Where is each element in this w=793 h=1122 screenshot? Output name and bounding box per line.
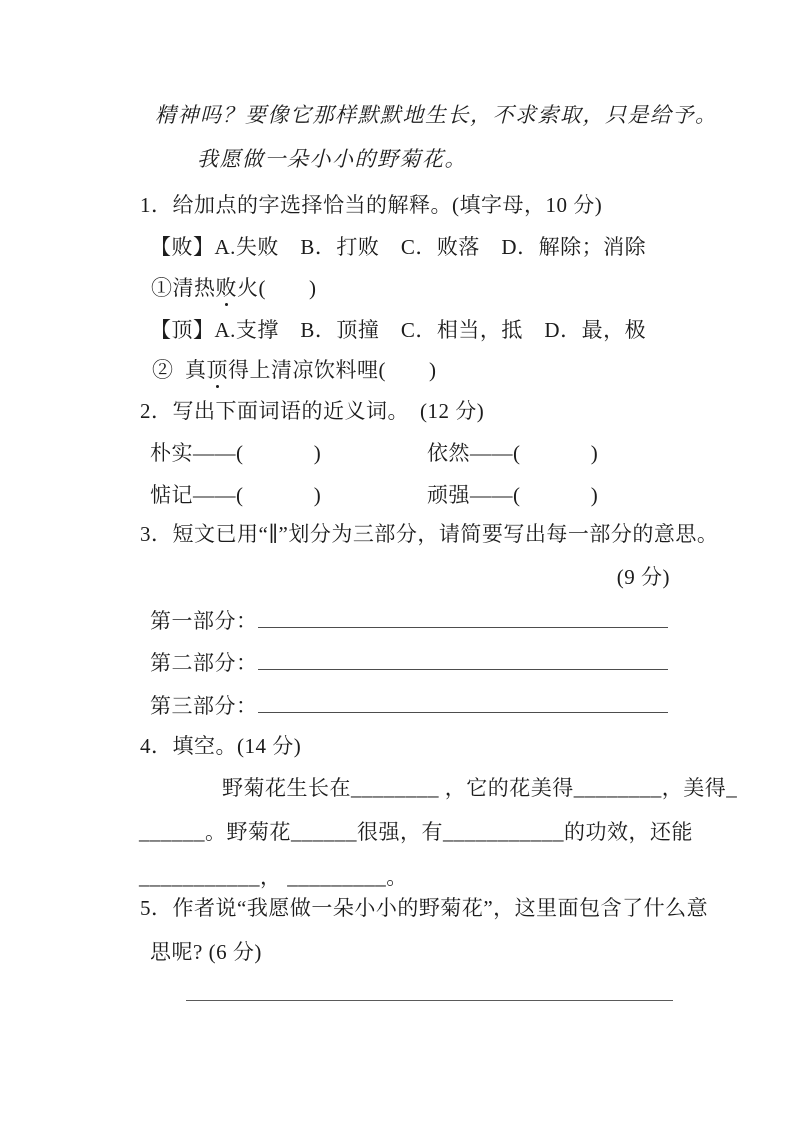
- passage-line-1: 精神吗？要像它那样默默地生长，不求索取，只是给予。: [155, 103, 718, 127]
- q3-part1-answer-rule: [258, 626, 669, 628]
- q5-title-line-2: 思呢? (6 分): [150, 940, 262, 964]
- q2-row-1: [150, 442, 670, 465]
- q3-part2-label: 第二部分：: [150, 651, 258, 675]
- q3-title: 3．短文已用“∥”划分为三部分，请简要写出每一部分的意思。: [140, 522, 719, 546]
- q1-bai-options: 【败】A.失败 B．打败 C．败落 D．解除；消除: [150, 235, 647, 259]
- q1-ding-options: 【顶】A.支撑 B．顶撞 C．相当，抵 D．最，极: [150, 318, 647, 342]
- q1-item1-pre: ①清热: [151, 276, 216, 300]
- q1-item1-post: 火( ): [237, 276, 317, 300]
- q2-pair-puchi: 朴实——( ): [150, 441, 322, 465]
- q2-title: 2．写出下面词语的近义词。 (12 分): [140, 399, 485, 423]
- q3-part1-label: 第一部分：: [150, 609, 258, 633]
- q3-part2-answer-rule: [258, 668, 669, 670]
- q3-part-2: [150, 652, 668, 675]
- q1-title: 1．给加点的字选择恰当的解释。(填字母，10 分): [140, 193, 603, 217]
- q1-item2-post: 得上清凉饮料哩( ): [228, 358, 437, 382]
- q1-item2-emphasized-char: 顶: [206, 358, 228, 382]
- q2-pair-wanqiang: 顽强——( ): [427, 483, 599, 507]
- q1-item-2: [152, 359, 437, 382]
- q1-item-1: [151, 277, 317, 300]
- q3-score: (9 分): [616, 565, 670, 589]
- q2-row-2: [150, 484, 670, 507]
- q4-fill-line-3: ___________， _________。: [139, 865, 408, 889]
- q5-answer-rule: [186, 999, 673, 1001]
- passage-line-2: 我愿做一朵小小的野菊花。: [197, 147, 467, 171]
- q5-title-line-1: 5．作者说“我愿做一朵小小的野菊花”，这里面包含了什么意: [140, 896, 709, 920]
- q3-part3-answer-rule: [258, 711, 669, 713]
- q2-pair-dianji: 惦记——( ): [150, 483, 322, 507]
- q1-item2-pre: ② 真: [152, 358, 207, 382]
- q3-part-1: [150, 610, 668, 633]
- q2-pair-yiran: 依然——( ): [427, 441, 599, 465]
- q4-fill-line-2: ______。野菊花______很强，有___________的功效，还能: [139, 820, 693, 844]
- q4-title: 4．填空。(14 分): [140, 734, 302, 758]
- q1-item1-emphasized-char: 败: [215, 276, 237, 300]
- q3-part3-label: 第三部分：: [150, 694, 258, 718]
- q3-part-3: [150, 695, 668, 718]
- q4-fill-line-1: 野菊花生长在________ ，它的花美得________，美得_: [222, 776, 738, 800]
